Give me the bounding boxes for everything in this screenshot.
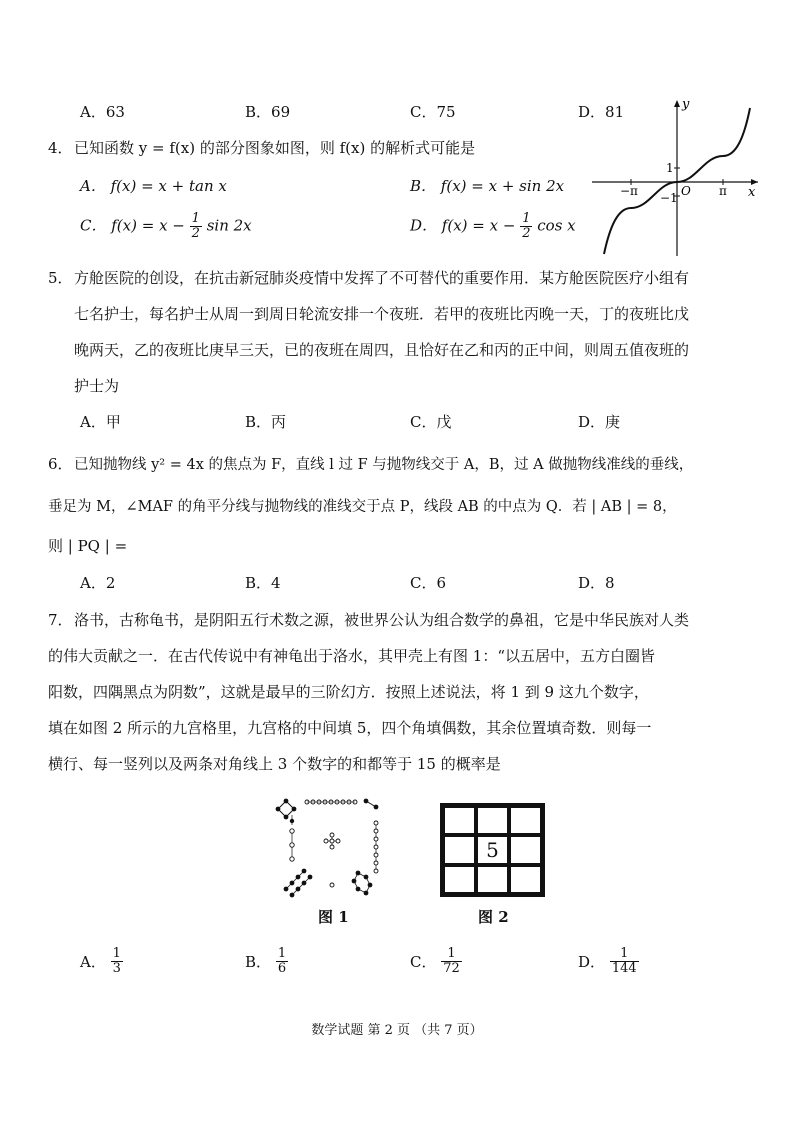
q6-number: 6． [48,455,73,473]
q5-option-c: C．戊 [410,413,452,431]
q7-line-4: 填在如图 2 所示的九宫格里，九宫格的中间填 5，四个角填偶数，其余位置填奇数．则每一 [48,719,652,737]
graph-tick-neg-one: −1 [660,191,678,205]
graph-tick-pi: π [719,184,727,198]
option-d: D．81 [578,103,625,121]
graph-origin: O [681,184,691,198]
q5-number: 5． [48,269,73,287]
option-c: C．75 [410,103,456,121]
q5-line-4: 护士为 [74,377,120,395]
option-a: A．63 [80,103,125,121]
function-graph [588,96,768,258]
graph-x-label: x [748,185,756,200]
q7-option-d: D． $\frac{1}{144}$ [578,946,637,976]
q4-option-d: D． f(x) = x − $\frac{1}{2}$ cos x [410,211,576,241]
grid-cell [509,865,542,894]
option-b: B．69 [245,103,291,121]
page-footer: 数学试题 第 2 页 （共 7 页） [311,1023,483,1038]
grid-cell [443,835,476,864]
graph-y-label: y [682,97,690,112]
q4-option-a: A． f(x) = x + tan x [80,177,227,195]
q5-line-1: 方舱医院的创设，在抗击新冠肺炎疫情中发挥了不可替代的重要作用．某方舱医院医疗小组有 [74,269,690,287]
q7-option-a: A． $\frac{1}{3}$ [80,946,121,976]
q4-stem: 已知函数 y = f(x) 的部分图象如图，则 f(x) 的解析式可能是 [74,139,476,157]
q7-line-1: 洛书，古称龟书，是阴阳五行术数之源，被世界公认为组合数学的鼻祖，它是中华民族对人类 [74,611,690,629]
q7-line-5: 横行、每一竖列以及两条对角线上 3 个数字的和都等于 15 的概率是 [48,755,501,773]
graph-tick-one: 1 [666,161,674,175]
q4-option-b: B． f(x) = x + sin 2x [410,177,565,195]
q7-option-c: C． $\frac{1}{72}$ [410,946,460,976]
q6-option-a: A．2 [80,574,116,592]
figure-1-caption: 图 1 [318,908,349,926]
q5-option-d: D．庚 [578,413,621,431]
q7-option-b: B． $\frac{1}{6}$ [245,946,287,976]
q4-option-c: C． f(x) = x − $\frac{1}{2}$ sin 2x [80,211,252,241]
grid-cell [476,806,509,835]
q7-number: 7． [48,611,73,629]
graph-tick-neg-pi: −π [620,184,638,198]
q6-line-1: 已知抛物线 y² = 4x 的焦点为 F，直线 l 过 F 与抛物线交于 A，B，过 A 做抛物线准线的垂线， [74,457,694,473]
grid-cell [443,865,476,894]
q5-option-b: B．丙 [245,413,287,431]
q7-line-2: 的伟大贡献之一．在古代传说中有神龟出于洛水，其甲壳上有图 1：“以五居中，五方白圈皆 [48,647,655,665]
q4-number: 4． [48,139,73,157]
grid-cell [443,806,476,835]
q5-line-3: 晚两天，乙的夜班比庚早三天，已的夜班在周四，且恰好在乙和丙的正中间，则周五值夜班的 [74,341,690,359]
q5-option-a: A．甲 [80,413,121,431]
grid-cell [509,835,542,864]
q6-line-2: 垂足为 M，∠MAF 的角平分线与抛物线的准线交于点 P，线段 AB 的中点为 Q．若 | AB | = 8， [48,499,677,515]
q6-option-b: B．4 [245,574,281,592]
luoshu-figure [272,797,392,903]
q6-line-3: 则 | PQ | = [48,537,128,555]
grid-cell-center: 5 [476,835,509,864]
q6-option-d: D．8 [578,574,615,592]
q7-line-3: 阳数，四隅黑点为阴数”，这就是最早的三阶幻方．按照上述说法，将 1 到 9 这九个数字， [48,683,649,701]
nine-grid [440,803,545,897]
grid-cell [509,806,542,835]
grid-cell [476,865,509,894]
q6-option-c: C．6 [410,574,447,592]
q5-line-2: 七名护士，每名护士从周一到周日轮流安排一个夜班．若甲的夜班比丙晚一天，丁的夜班比戊 [74,305,690,323]
figure-2-caption: 图 2 [478,908,509,926]
